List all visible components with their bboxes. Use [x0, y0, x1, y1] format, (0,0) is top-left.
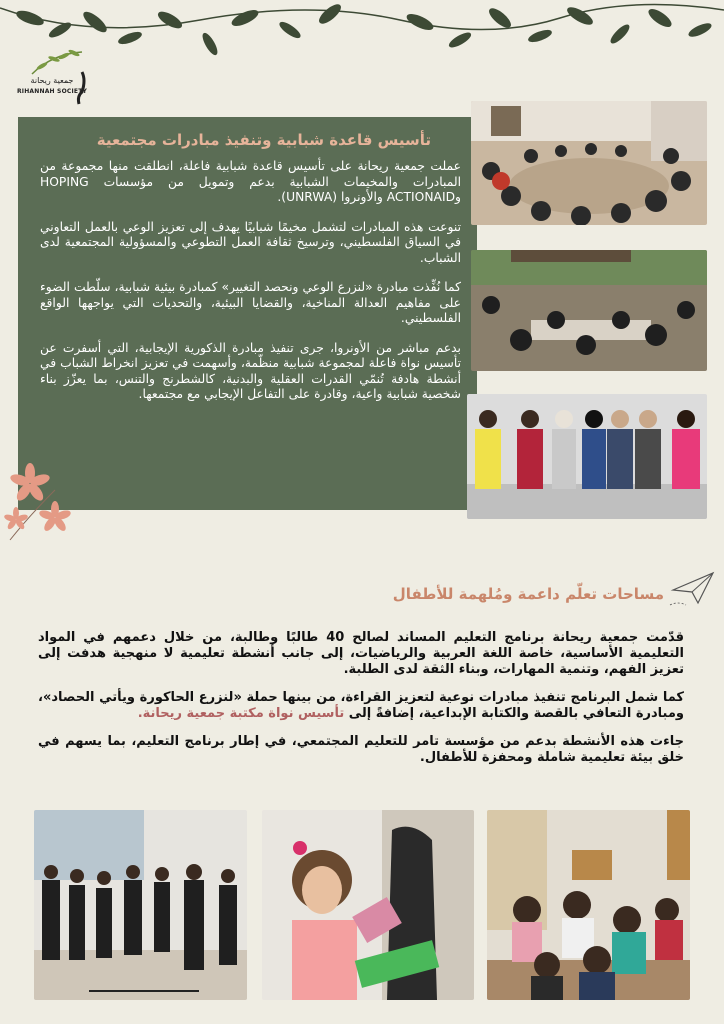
youth-paragraph-1: عملت جمعية ريحانة على تأسيس قاعدة شبابية فاعلة، انطلقت منها مجموعة من المبادرات والمخيمات الشبابية بدعم وتمويل من مؤسسات HOPING وACTIONAID والأونروا (UNRWA). [40, 159, 461, 204]
youth-section-title: تأسيس قاعدة شبابية وتنفيذ مبادرات مجتمعية [96, 131, 431, 149]
photo-youth-circle-meeting [471, 101, 707, 225]
youth-paragraph-4: بدعم مباشر من الأونروا، جرى تنفيذ مبادرة الذكورية الإيجابية، التي أسفرت عن تأسيس نواة فاعلة لمجموعة شبابية منظّمة، وأسهمت في تعزيز انخراط الشباب في أنشطة هادفة تُنمّي القدرات العقلية والبدنية، كالشطرنج والتنس، بما يعزّز بناء شخصية شبابية واعية، وقادرة على التفاعل الإيجابي مع مجتمعها. [40, 340, 461, 401]
youth-paragraph-2: تنوعت هذه المبادرات لتشمل مخيمًا شبابيًا يهدف إلى تعزيز الوعي بالعمل التعاوني في السياق الفلسطيني، وترسيخ ثقافة العمل التطوعي والمسؤولية المجتمعية لدى الشباب. [40, 219, 461, 265]
logo-name-arabic: جمعية ريحانة [30, 76, 74, 85]
children-section-body [38, 630, 684, 778]
library-highlight: تأسيس نواة مكتبة جمعية ريحانة. [137, 706, 345, 721]
leaf-garland-decoration [0, 0, 724, 70]
photo-youth-outdoor-activity [471, 250, 707, 371]
logo-name-english: RIHANNAH SOCIETY [16, 88, 88, 95]
photo-child-reading-book [262, 810, 474, 1000]
children-section-title: مساحات تعلّم داعمة ومُلهمة للأطفال [392, 585, 664, 603]
photo-children-dabke-dance [34, 810, 247, 1000]
photo-group-certificates [467, 394, 707, 519]
olive-branch-icon [12, 44, 104, 106]
paper-plane-icon [668, 565, 718, 610]
flower-icon [0, 455, 80, 545]
children-paragraph-2 [38, 690, 684, 722]
photo-children-group-activity [487, 810, 690, 1000]
children-paragraph-2-text: كما شمل البرنامج تنفيذ مبادرات نوعية لتعزيز القراءة، من بينها حملة «لنزرع الحاكورة ويأتي الحصاد»، ومبادرة التعافي بالقصة والكتابة الإبداعية، إضافةً إلى [38, 690, 684, 721]
children-paragraph-1: قدّمت جمعية ريحانة برنامج التعليم المساند لصالح 40 طالبًا وطالبة، من خلال دعمهم في المواد التعليمية الأساسية، خاصة اللغة العربية والرياضيات، إلى جانب أنشطة تعليمية لا منهجية هدفت إلى تعزيز الفهم، وتنمية المهارات، وبناء الثقة لدى الطلبة. [38, 630, 685, 677]
children-paragraph-3: جاءت هذه الأنشطة بدعم من مؤسسة تامر للتعليم المجتمعي، في إطار برنامج التعليم، بما يسهم في خلق بيئة تعليمية شاملة ومحفزة للأطفال. [38, 734, 684, 765]
youth-section [18, 117, 477, 510]
youth-paragraph-3: كما نُفِّذت مبادرة «لنزرع الوعي ونحصد التغيير» كمبادرة بيئية شبابية، سلّطت الضوء على مفاهيم العدالة المناخية، والقضايا البيئية، والتحديات التي يواجهها الواقع الفلسطيني. [40, 280, 461, 325]
